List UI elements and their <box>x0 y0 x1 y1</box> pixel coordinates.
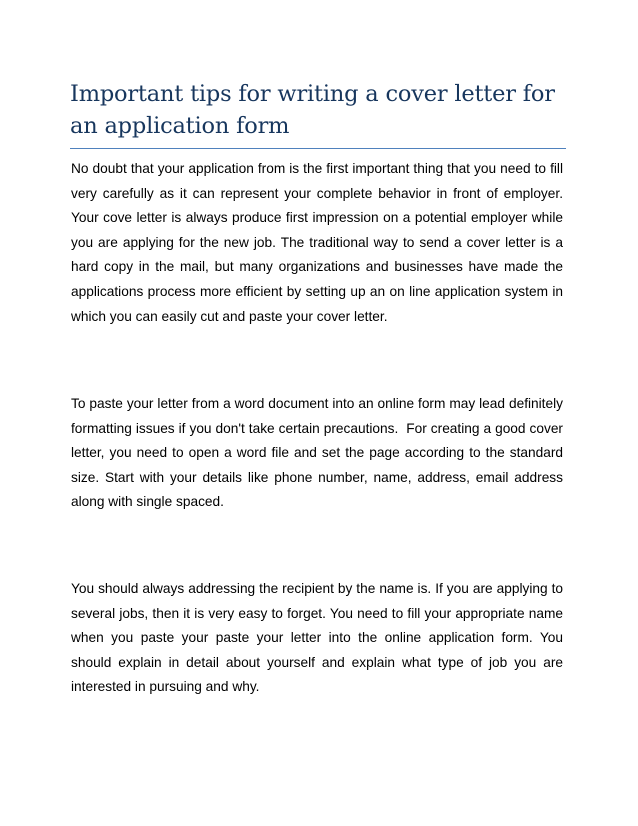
document-title: Important tips for writing a cover letter for an application form <box>70 81 555 139</box>
title-block <box>70 78 566 149</box>
paragraph-1: No doubt that your application from is the first important thing that you need to fill very carefully as it can represent your complete behavior in front of employer. Your cove letter is always produce first impression on a potential employer while you are applying for the new job. The traditional way to send a cover letter is a hard copy in the mail, but many organizations and businesses have made the applications process more efficient by setting up an on line application system in which you can easily cut and paste your cover letter. <box>71 161 571 324</box>
paragraph-2: To paste your letter from a word document into an online form may lead definitely formatting issues if you don't take certain precautions. For creating a good cover letter, you need to open a word file and set the page according to the standard size. Start with your details like phone number, name, address, email address along with single spaced. <box>71 396 567 510</box>
paragraph-3: You should always addressing the recipient by the name is. If you are applying to several jobs, then it is very easy to forget. You need to fill your appropriate name when you paste your paste your letter into the online application form. You should explain in detail about yourself and explain what type of job you are interested in pursuing and why. <box>71 581 567 695</box>
